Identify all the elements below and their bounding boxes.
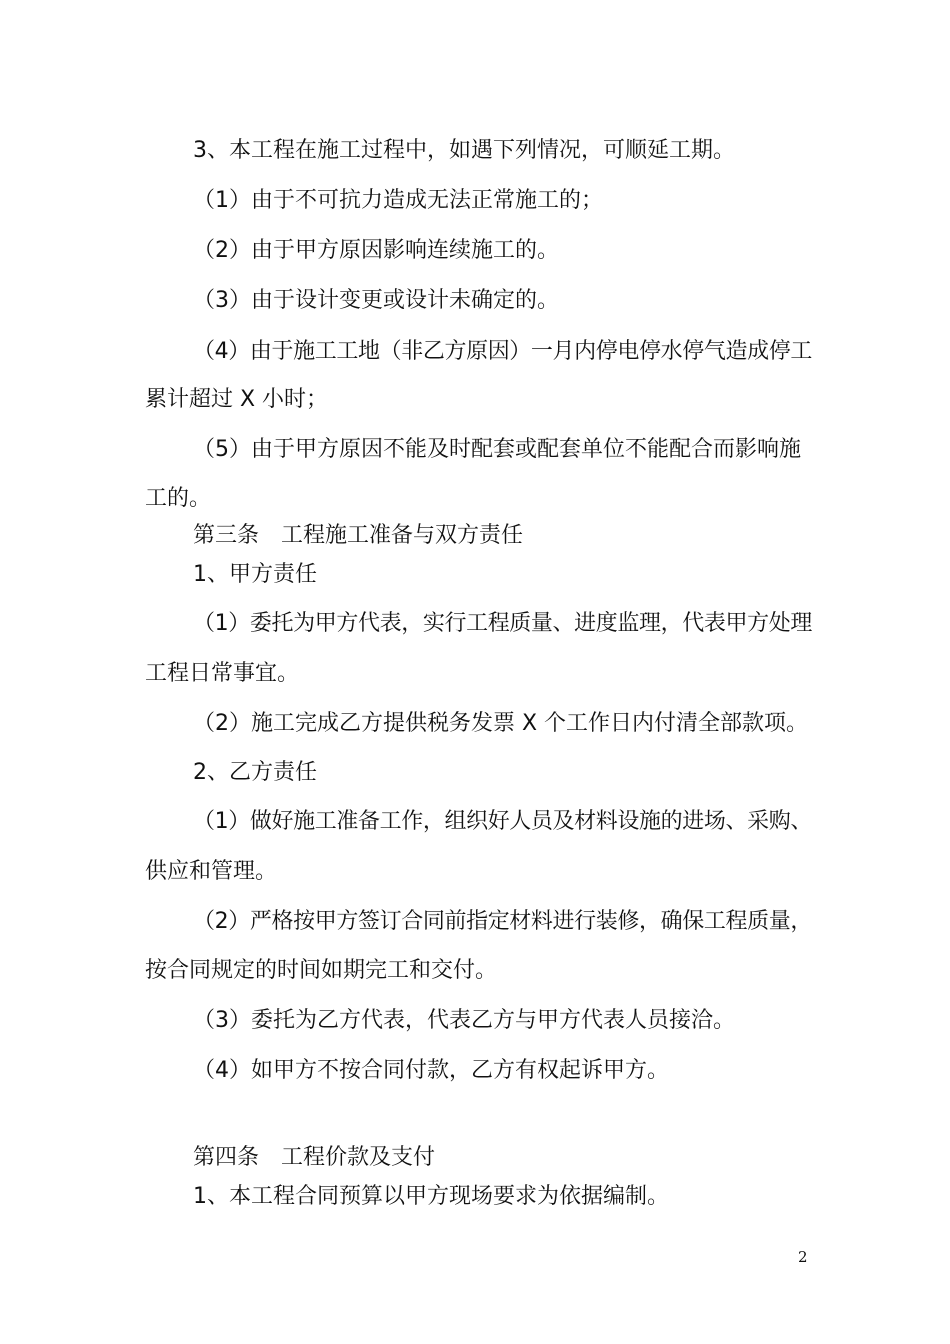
paragraph-line: （2）由于甲方原因影响连续施工的。 — [193, 238, 559, 263]
page-number: 2 — [798, 1248, 808, 1266]
paragraph-line: 累计超过 X 小时； — [145, 387, 329, 412]
paragraph-line: （4）如甲方不按合同付款，乙方有权起诉甲方。 — [193, 1058, 669, 1083]
paragraph-line: 1、本工程合同预算以甲方现场要求为依据编制。 — [193, 1184, 669, 1209]
paragraph-line: （5）由于甲方原因不能及时配套或配套单位不能配合而影响施 — [193, 437, 801, 462]
paragraph-line: 按合同规定的时间如期完工和交付。 — [145, 958, 498, 983]
paragraph-line: （1）由于不可抗力造成无法正常施工的； — [193, 188, 603, 213]
paragraph-line: （1）委托为甲方代表，实行工程质量、进度监理，代表甲方处理 — [193, 611, 812, 636]
paragraph-line: （4）由于施工工地（非乙方原因）一月内停电停水停气造成停工 — [193, 339, 812, 364]
paragraph-line: 供应和管理。 — [145, 859, 278, 884]
section-heading: 第四条 工程价款及支付 — [193, 1145, 436, 1170]
paragraph-line: （3）由于设计变更或设计未确定的。 — [193, 288, 559, 313]
subsection-heading: 1、甲方责任 — [193, 562, 317, 587]
paragraph-line: （2）施工完成乙方提供税务发票 X 个工作日内付清全部款项。 — [193, 711, 809, 736]
section-heading: 第三条 工程施工准备与双方责任 — [193, 523, 524, 548]
paragraph-line: （1）做好施工准备工作，组织好人员及材料设施的进场、采购、 — [193, 809, 812, 834]
paragraph-line: （3）委托为乙方代表，代表乙方与甲方代表人员接洽。 — [193, 1008, 735, 1033]
paragraph-line: 工的。 — [145, 486, 212, 511]
subsection-heading: 2、乙方责任 — [193, 760, 317, 785]
paragraph-line: （2）严格按甲方签订合同前指定材料进行装修，确保工程质量， — [193, 909, 812, 934]
paragraph-line: 工程日常事宜。 — [145, 661, 300, 686]
paragraph-line: 3、本工程在施工过程中，如遇下列情况，可顺延工期。 — [193, 138, 735, 163]
